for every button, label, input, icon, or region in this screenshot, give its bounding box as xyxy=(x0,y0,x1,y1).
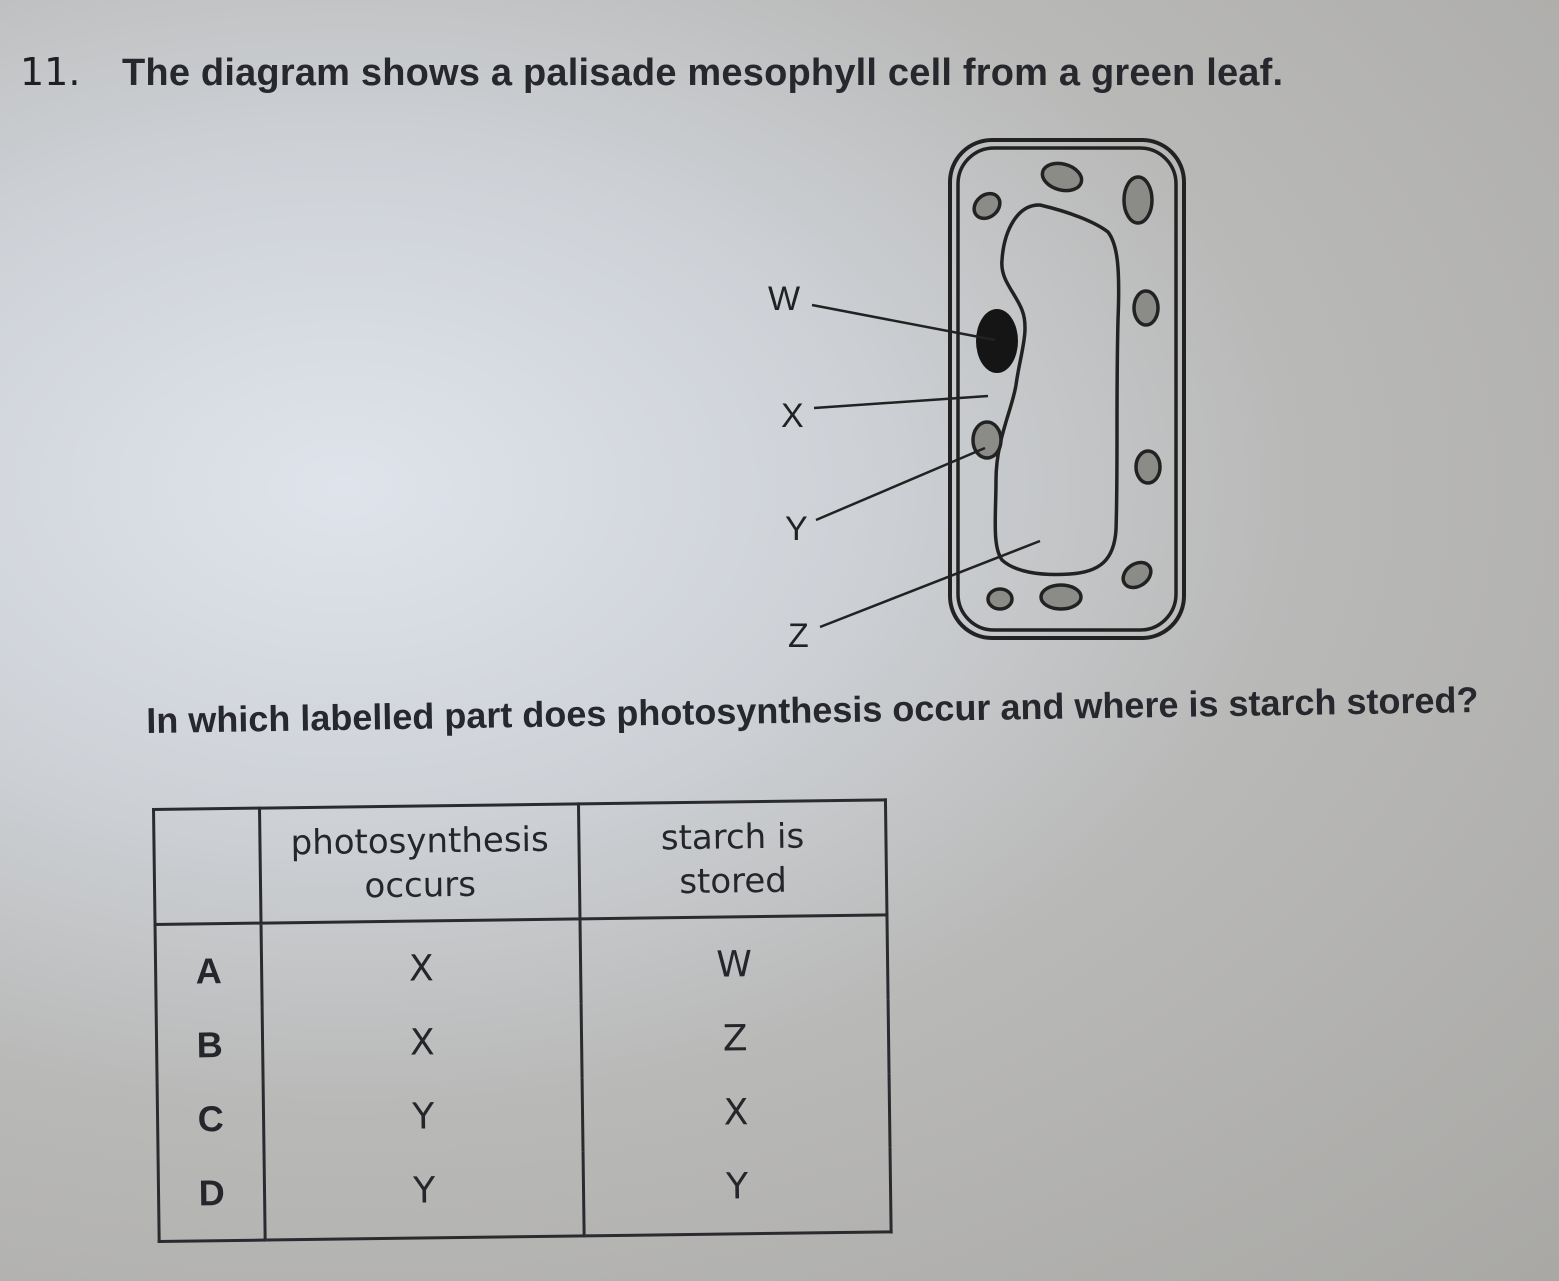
question-text: The diagram shows a palisade mesophyll cell from a green leaf. xyxy=(122,52,1284,94)
table-row xyxy=(158,1147,891,1241)
chloroplast xyxy=(1136,451,1160,483)
header-photosynthesis-line1: photosynthesis xyxy=(290,819,549,864)
label-w: W xyxy=(768,280,801,318)
photosynthesis-cell: Y xyxy=(263,1077,583,1155)
chloroplast xyxy=(969,189,1005,224)
answer-table xyxy=(152,798,893,1243)
starch-cell: X xyxy=(582,1073,890,1151)
table-row xyxy=(155,915,888,1009)
photosynthesis-cell: X xyxy=(262,1003,582,1081)
label-line-z xyxy=(820,541,1040,627)
palisade-cell-diagram xyxy=(740,130,1210,670)
question-number: 11. xyxy=(20,50,81,94)
label-line-x xyxy=(814,396,988,408)
option-letter: D xyxy=(158,1156,265,1242)
label-line-w xyxy=(812,305,995,340)
photosynthesis-cell: Y xyxy=(264,1151,584,1240)
chloroplast xyxy=(1124,177,1152,223)
option-letter: A xyxy=(155,923,262,1009)
starch-cell: Y xyxy=(583,1147,891,1236)
header-photosynthesis-line2: occurs xyxy=(364,864,477,907)
chloroplast xyxy=(988,589,1012,609)
header-starch-line2: stored xyxy=(679,860,788,903)
header-starch-line1: starch is xyxy=(660,816,805,859)
chloroplast xyxy=(1118,557,1155,592)
label-x: X xyxy=(781,397,804,435)
nucleus xyxy=(976,309,1018,373)
label-z: Z xyxy=(788,617,809,655)
header-starch xyxy=(579,800,887,919)
vacuole xyxy=(995,205,1118,575)
label-y: Y xyxy=(785,510,808,548)
question-prompt: In which labelled part does photosynthesis occur and where is starch stored? xyxy=(146,679,1479,741)
table-row xyxy=(156,999,889,1083)
chloroplast xyxy=(1039,159,1084,194)
starch-cell: W xyxy=(580,915,888,1004)
header-photosynthesis xyxy=(260,804,580,923)
starch-cell: Z xyxy=(581,999,889,1077)
header-option xyxy=(154,808,262,924)
chloroplast xyxy=(1041,585,1081,609)
table-row xyxy=(157,1073,890,1157)
option-letter: B xyxy=(156,1008,263,1083)
chloroplast xyxy=(1134,291,1158,325)
photosynthesis-cell: X xyxy=(261,919,581,1008)
table-header-row xyxy=(154,800,887,925)
option-letter: C xyxy=(157,1082,264,1157)
